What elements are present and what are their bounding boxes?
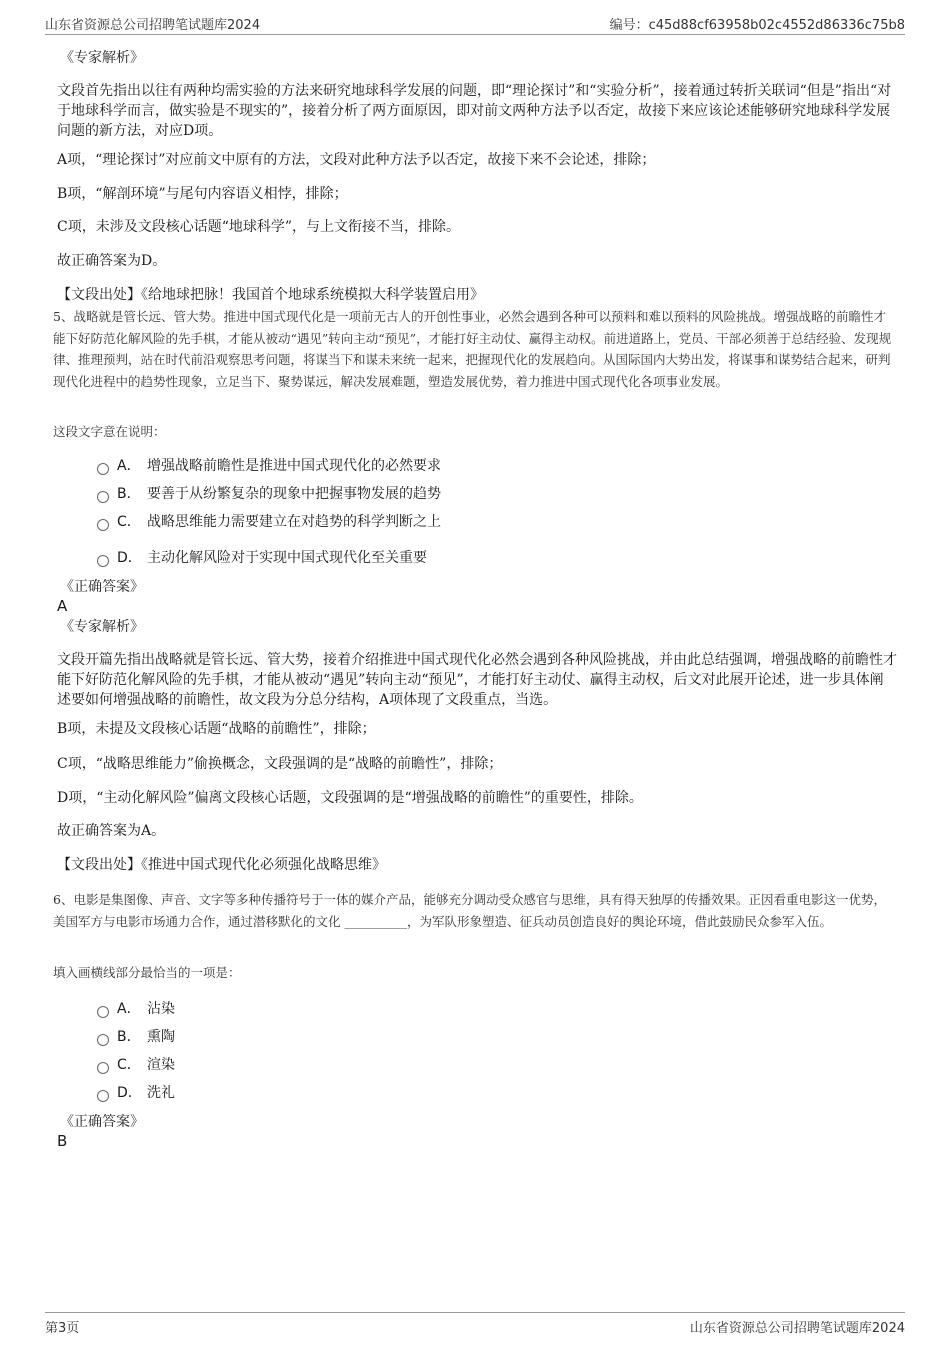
radio-icon[interactable] — [97, 519, 109, 531]
q5-opt-d-analysis: D项，“主动化解风险”偏离文段核心话题，文段强调的是“增强战略的前瞻性”的重要性，排除。 — [57, 790, 643, 806]
q6-prompt: 填入画横线部分最恰当的一项是： — [53, 965, 241, 980]
radio-icon[interactable] — [97, 463, 109, 475]
footer-title: 山东省资源总公司招聘笔试题库2024 — [689, 1321, 905, 1336]
q4-opt-a-analysis: A项，“理论探讨”对应前文中原有的方法，文段对此种方法予以否定，故接下来不会论述，排除； — [57, 152, 656, 168]
q6-option-d-label: D． — [117, 1085, 142, 1101]
page-header — [45, 14, 905, 35]
q5-option-a[interactable] — [97, 456, 441, 476]
q5-option-b[interactable] — [97, 484, 441, 504]
q5-analysis: 文段开篇先指出战略就是管长远、管大势，接着介绍推进中国式现代化必然会遇到各种风险挑战，并由此总结强调，增强战略的前瞻性才能下好防范化解风险的先手棋，才能从被动“遇见”转向主动“预见”，才能打好主动仗、赢得主动权，后文对此展开论述，进一步具体阐述要如何增强战略的前瞻性，故文段为分总分结构，A项体现了文段重点，当选。 — [57, 652, 897, 708]
page-footer — [45, 1312, 905, 1336]
q6-option-a-label: A． — [117, 1001, 141, 1017]
q6-option-a[interactable] — [97, 999, 175, 1019]
q5-conclusion: 故正确答案为A。 — [57, 823, 166, 839]
q6-option-b-label: B． — [117, 1029, 141, 1045]
radio-icon[interactable] — [97, 1006, 109, 1018]
q6-answer-label: 《正确答案》 — [60, 1114, 144, 1130]
q5-option-a-label: A． — [117, 458, 141, 474]
q5-option-d-text: 主动化解风险对于实现中国式现代化至关重要 — [147, 550, 427, 566]
q5-option-d[interactable] — [97, 548, 427, 568]
q5-option-b-text: 要善于从纷繁复杂的现象中把握事物发展的趋势 — [147, 486, 441, 502]
q5-option-d-label: D． — [117, 550, 142, 566]
q6-option-c[interactable] — [97, 1055, 175, 1075]
q5-answer: A — [57, 597, 68, 615]
radio-icon[interactable] — [97, 1062, 109, 1074]
q5-option-a-text: 增强战略前瞻性是推进中国式现代化的必然要求 — [147, 458, 441, 474]
q6-stem: 6、电影是集图像、声音、文字等多种传播符号于一体的媒介产品，能够充分调动受众感官与思维，具有得天独厚的传播效果。正因看重电影这一优势，美国军方与电影市场通力合作，通过潜移默化的文化 __________，为军队形象塑造、征兵动员创造良好的舆论环境，借此鼓励民众参军入伍。 — [53, 892, 886, 929]
q4-opt-b-analysis: B项，“解剖环境”与尾句内容语义相悖，排除； — [57, 186, 348, 202]
q5-expert-label: 《专家解析》 — [60, 619, 144, 635]
q5-option-c-text: 战略思维能力需要建立在对趋势的科学判断之上 — [147, 514, 441, 530]
q5-source: 【文段出处】《推进中国式现代化必须强化战略思维》 — [57, 857, 386, 873]
q4-source: 【文段出处】《给地球把脉！我国首个地球系统模拟大科学装置启用》 — [57, 287, 484, 303]
radio-icon[interactable] — [97, 1090, 109, 1102]
radio-icon[interactable] — [97, 1034, 109, 1046]
header-title: 山东省资源总公司招聘笔试题库2024 — [45, 18, 261, 33]
header-doc-id: 编号：c45d88cf63958b02c4552d86336c75b8 — [609, 18, 905, 33]
q6-option-d-text: 洗礼 — [147, 1085, 175, 1101]
q4-expert-label: 《专家解析》 — [60, 50, 144, 66]
q6-answer: B — [57, 1132, 68, 1150]
q6-option-b[interactable] — [97, 1027, 175, 1047]
footer-page-number: 第3页 — [45, 1321, 80, 1336]
radio-icon[interactable] — [97, 555, 109, 567]
q4-opt-c-analysis: C项，未涉及文段核心话题“地球科学”，与上文衔接不当，排除。 — [57, 219, 461, 235]
q6-option-a-text: 沾染 — [147, 1001, 175, 1017]
q5-stem: 5、战略就是管长远、管大势。推进中国式现代化是一项前无古人的开创性事业，必然会遇到各种可以预料和难以预料的风险挑战。增强战略的前瞻性才能下好防范化解风险的先手棋，才能从被动“遇见”转向主动“预见”，才能打好主动仗、赢得主动权。前进道路上，党员、干部必须善于总结经验、发现规律、推理预判，站在时代前沿观察思考问题，将谋当下和谋未来统一起来，把握现代化的发展趋向。从国际国内大势出发，将谋事和谋势结合起来，研判现代化进程中的趋势性现象，立足当下、聚势谋远，解决发展难题，塑造发展优势，着力推进中国式现代化各项事业发展。 — [53, 309, 892, 389]
q4-analysis: 文段首先指出以往有两种均需实验的方法来研究地球科学发展的问题，即“理论探讨”和“实验分析”，接着通过转折关联词“但是”指出“对于地球科学而言，做实验是不现实的”，接着分析了两方面原因，即对前文两种方法予以否定，故接下来应该论述能够研究地球科学发展问题的新方法，对应D项。 — [57, 83, 892, 139]
q6-option-d[interactable] — [97, 1083, 175, 1103]
q5-option-c-label: C． — [117, 514, 141, 530]
q6-option-c-label: C． — [117, 1057, 141, 1073]
q5-option-b-label: B． — [117, 486, 141, 502]
q4-conclusion: 故正确答案为D。 — [57, 253, 167, 269]
radio-icon[interactable] — [97, 491, 109, 503]
q5-opt-c-analysis: C项，“战略思维能力”偷换概念，文段强调的是“战略的前瞻性”，排除； — [57, 756, 503, 772]
q5-prompt: 这段文字意在说明： — [53, 424, 166, 439]
q6-option-c-text: 渲染 — [147, 1057, 175, 1073]
q5-opt-b-analysis: B项，未提及文段核心话题“战略的前瞻性”，排除； — [57, 721, 376, 737]
q6-option-b-text: 熏陶 — [147, 1029, 175, 1045]
q5-answer-label: 《正确答案》 — [60, 579, 144, 595]
q5-option-c[interactable] — [97, 512, 441, 532]
